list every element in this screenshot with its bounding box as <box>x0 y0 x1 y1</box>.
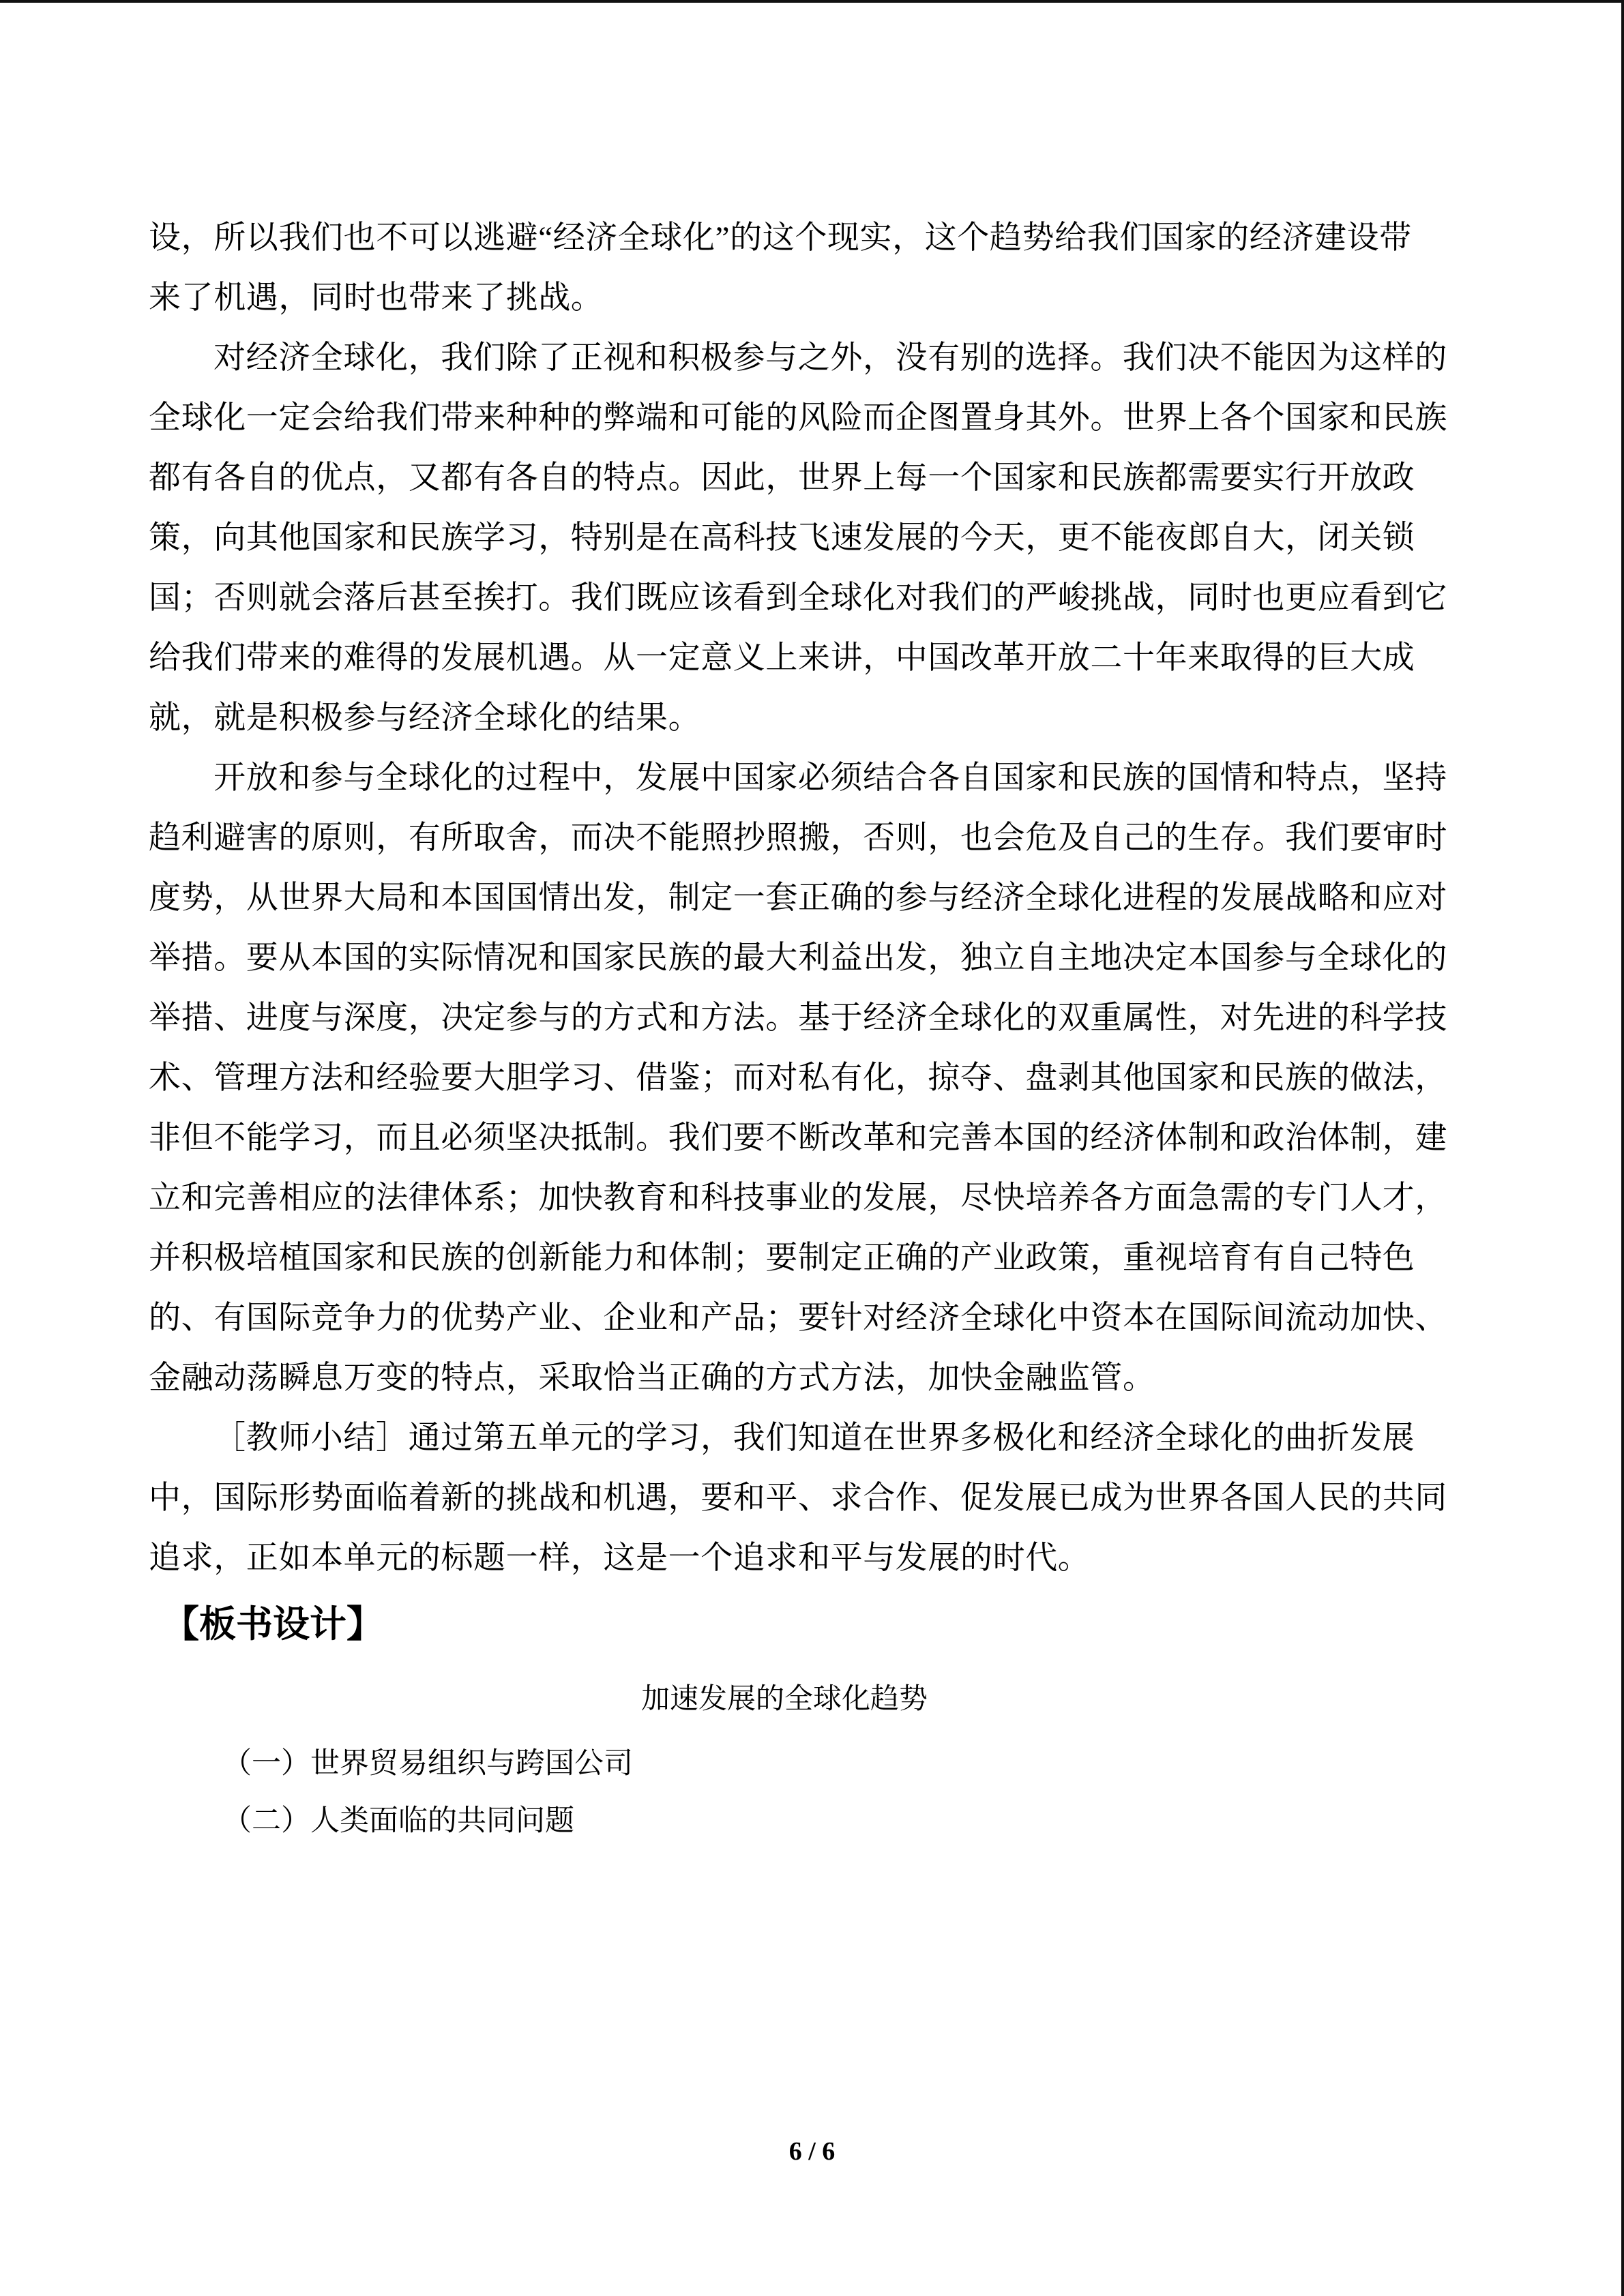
paragraph-line: 度势，从世界大局和本国国情出发，制定一套正确的参与经济全球化进程的发展战略和应对 <box>149 880 1447 916</box>
paragraph-line: 策，向其他国家和民族学习，特别是在高科技飞速发展的今天，更不能夜郎自大，闭关锁 <box>149 520 1415 556</box>
paragraph-line: 立和完善相应的法律体系；加快教育和科技事业的发展，尽快培养各方面急需的专门人才， <box>149 1180 1447 1216</box>
board-design-heading: 【板书设计】 <box>162 1604 383 1645</box>
paragraph-line: 来了机遇，同时也带来了挑战。 <box>149 280 604 316</box>
paragraph-line: 并积极培植国家和民族的创新能力和体制；要制定正确的产业政策，重视培育有自己特色 <box>149 1240 1415 1276</box>
paragraph-line: 就，就是积极参与经济全球化的结果。 <box>149 700 701 736</box>
teacher-summary-first-line: ［教师小结］通过第五单元的学习，我们知道在世界多极化和经济全球化的曲折发展 <box>213 1420 1415 1456</box>
board-design-list <box>222 1744 633 1858</box>
board-design-item: （二）人类面临的共同问题 <box>222 1805 574 1837</box>
paragraph-line: 设，所以我们也不可以逃避“经济全球化”的这个现实，这个趋势给我们国家的经济建设带 <box>149 220 1412 256</box>
board-design-item: （一）世界贸易组织与跨国公司 <box>222 1748 633 1780</box>
paragraph-line: 都有各自的优点，又都有各自的特点。因此，世界上每一个国家和民族都需要实行开放政 <box>149 460 1415 496</box>
paragraph-first-line: 开放和参与全球化的过程中，发展中国家必须结合各自国家和民族的国情和特点，坚持 <box>213 760 1447 796</box>
board-design-title: 加速发展的全球化趋势 <box>640 1684 928 1715</box>
body-text <box>149 214 1458 1594</box>
paragraph-first-line: 对经济全球化，我们除了正视和积极参与之外，没有别的选择。我们决不能因为这样的 <box>213 340 1447 376</box>
paragraph-line: 非但不能学习，而且必须坚决抵制。我们要不断改革和完善本国的经济体制和政治体制，建 <box>149 1120 1447 1156</box>
paragraph-line: 追求，正如本单元的标题一样，这是一个追求和平与发展的时代。 <box>149 1540 1091 1576</box>
paragraph-line: 举措。要从本国的实际情况和国家民族的最大利益出发，独立自主地决定本国参与全球化的 <box>149 940 1447 976</box>
paragraph-line: 金融动荡瞬息万变的特点，采取恰当正确的方式方法，加快金融监管。 <box>149 1360 1155 1396</box>
paragraph-line: 的、有国际竞争力的优势产业、企业和产品；要针对经济全球化中资本在国际间流动加快、 <box>149 1300 1447 1336</box>
paragraph-line: 给我们带来的难得的发展机遇。从一定意义上来讲，中国改革开放二十年来取得的巨大成 <box>149 640 1415 676</box>
paragraph-line: 国；否则就会落后甚至挨打。我们既应该看到全球化对我们的严峻挑战，同时也更应看到它 <box>149 580 1447 616</box>
paragraph-line: 中，国际形势面临着新的挑战和机遇，要和平、求合作、促发展已成为世界各国人民的共同 <box>149 1480 1447 1516</box>
paragraph-line: 举措、进度与深度，决定参与的方式和方法。基于经济全球化的双重属性，对先进的科学技 <box>149 1000 1447 1036</box>
paragraph-line: 全球化一定会给我们带来种种的弊端和可能的风险而企图置身其外。世界上各个国家和民族 <box>149 400 1447 436</box>
page-number: 6 / 6 <box>788 2137 836 2166</box>
paragraph-line: 术、管理方法和经验要大胆学习、借鉴；而对私有化，掠夺、盘剥其他国家和民族的做法， <box>149 1060 1447 1096</box>
paragraph-line: 趋利避害的原则，有所取舍，而决不能照抄照搬，否则，也会危及自己的生存。我们要审时 <box>149 820 1447 856</box>
